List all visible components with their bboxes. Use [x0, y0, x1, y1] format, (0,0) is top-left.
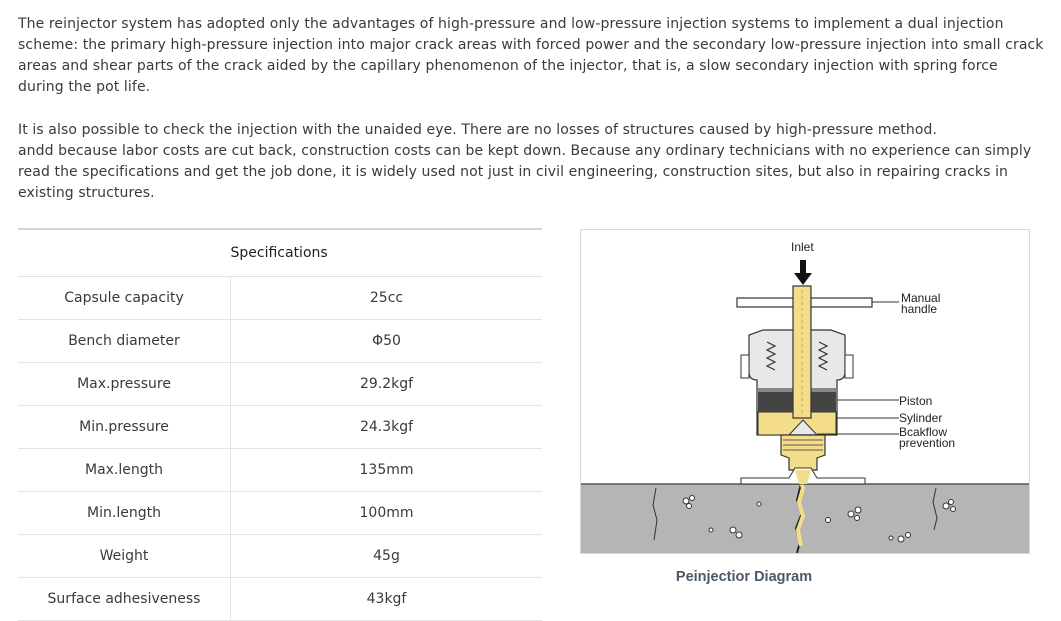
spec-value: 100mm — [231, 492, 543, 535]
label-sylinder: Sylinder — [899, 411, 943, 425]
label-manual: Manual — [901, 291, 941, 305]
spec-label: Min.pressure — [18, 406, 231, 449]
housing-tab-left — [741, 355, 749, 378]
spec-value: 29.2kgf — [231, 363, 543, 406]
diagram-caption: Peinjectior Diagram — [675, 569, 813, 585]
intro-paragraph: The reinjector system has adopted only the advantages of high-pressure and low-pressure injection systems to implement a dual injection scheme: the primary high-pressure injection into major crack areas with forced power and the secondary low-pressure injection into small crack areas and shear parts of the crack aided by the capillary phenomenon of the injector, that is, a slow secondary injection with spring force during the pot life. — [18, 16, 1044, 95]
spec-value: Φ50 — [231, 320, 543, 363]
usage-line-2: andd because labor costs are cut back, construction costs can be kept down. Because any ordinary technicians with no experience can simply read the specifications and get the job done, it is widely used not just in civil engineering, construction sites, but also in repairing cracks in existing structures. — [18, 143, 1032, 201]
label-handle: handle — [901, 302, 938, 316]
label-piston: Piston — [899, 394, 933, 408]
concrete-slab — [581, 484, 1029, 553]
label-backflow: Bcakflow — [899, 425, 948, 439]
spec-label: Max.length — [18, 449, 231, 492]
spec-value: 135mm — [231, 449, 543, 492]
spec-value: 25cc — [231, 277, 543, 320]
spec-value: 45g — [231, 535, 543, 578]
specifications-table — [18, 228, 542, 621]
spec-value: 43kgf — [231, 578, 543, 621]
usage-line-1: It is also possible to check the injection with the unaided eye. There are no losses of structures caused by high-pressure method. — [18, 122, 938, 138]
spec-label: Bench diameter — [18, 320, 231, 363]
table-row — [18, 406, 542, 449]
reinjector-diagram — [580, 229, 1030, 554]
spec-label: Capsule capacity — [18, 277, 231, 320]
spec-label: Min.length — [18, 492, 231, 535]
label-prevention: prevention — [899, 436, 956, 450]
table-row — [18, 363, 542, 406]
spec-value: 24.3kgf — [231, 406, 543, 449]
housing-tab-right — [845, 355, 853, 378]
table-row — [18, 578, 542, 621]
label-inlet: Inlet — [791, 240, 814, 254]
inlet-arrow-icon — [794, 260, 812, 285]
reinjector-diagram-svg — [581, 230, 1029, 553]
table-header-row — [18, 229, 542, 277]
table-row — [18, 320, 542, 363]
table-row — [18, 492, 542, 535]
table-row — [18, 535, 542, 578]
spec-label: Max.pressure — [18, 363, 231, 406]
usage-paragraph — [18, 120, 1048, 204]
spec-label: Surface adhesiveness — [18, 578, 231, 621]
table-header-spacer — [18, 229, 231, 277]
table-header-title: Specifications — [231, 229, 543, 277]
table-row — [18, 449, 542, 492]
spec-label: Weight — [18, 535, 231, 578]
table-row — [18, 277, 542, 320]
